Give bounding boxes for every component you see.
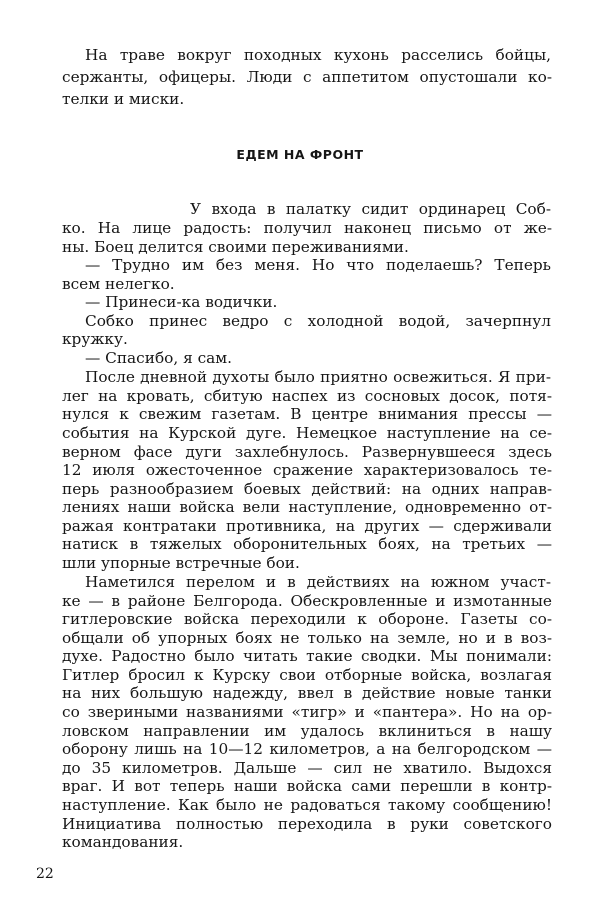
text-line-18: ражая контратаки противника, на других — сдерживали (62, 517, 552, 535)
text-line-25: духе. Радостно было читать такие сводки. Мы понимали: (62, 647, 552, 665)
text-line-10: После дневной духоты было приятно освежиться. Я при- (85, 368, 551, 386)
text-line-9: — Спасибо, я сам. (85, 349, 233, 367)
text-line-22: ке — в районе Белгорода. Обескровленные и измотанные (62, 592, 552, 610)
text-line-intro-1: На траве вокруг походных кухонь расселись бойцы, (85, 46, 551, 64)
text-line-14: верном фасе дуги захлебнулось. Развернувшееся здесь (62, 443, 552, 461)
text-line-32: враг. И вот теперь наши войска сами перешли в контр- (62, 777, 552, 795)
text-line-29: ловском направлении им удалось вклиниться в нашу (62, 722, 552, 740)
text-line-26: Гитлер бросил к Курску свои отборные войска, возлагая (62, 666, 552, 684)
section-heading: ЕДЕМ НА ФРОНТ (236, 147, 364, 162)
text-line-11: лег на кровать, сбитую наспех из сосновых досок, потя- (62, 387, 552, 405)
text-line-3: ны. Боец делится своими переживаниями. (62, 238, 409, 256)
text-line-13: события на Курской дуге. Немецкое наступление на се- (62, 424, 552, 442)
text-line-27: на них большую надежду, ввел в действие новые танки (62, 684, 552, 702)
text-line-28: со звериными названиями «тигр» и «пантера». Но на ор- (62, 703, 552, 721)
text-line-6: — Принеси-ка водички. (85, 293, 278, 311)
text-line-15: 12 июля ожесточенное сражение характеризовалось те- (62, 461, 552, 479)
text-line-20: шли упорные встречные бои. (62, 554, 300, 572)
text-line-24: общали об упорных боях не только на земле, но и в воз- (62, 629, 552, 647)
text-line-5: всем нелегко. (62, 275, 175, 293)
text-line-19: натиск в тяжелых оборонительных боях, на третьих — (62, 535, 552, 553)
text-line-23: гитлеровские войска переходили к обороне. Газеты со- (62, 610, 552, 628)
text-line-16: перь разнообразием боевых действий: на одних направ- (62, 480, 552, 498)
text-line-33: наступление. Как было не радоваться такому сообщению! (62, 796, 552, 814)
text-line-4: — Трудно им без меня. Но что поделаешь? Теперь (85, 256, 551, 274)
text-line-12: нулся к свежим газетам. В центре внимания прессы — (62, 405, 552, 423)
text-line-8: кружку. (62, 330, 128, 348)
text-line-intro-2: сержанты, офицеры. Люди с аппетитом опустошали ко- (62, 68, 552, 86)
text-line-2: ко. На лице радость: получил наконец письмо от же- (62, 219, 552, 237)
text-line-21: Наметился перелом и в действиях на южном участ- (85, 573, 551, 591)
text-line-34: Инициатива полностью переходила в руки советского (62, 815, 552, 833)
text-line-31: до 35 километров. Дальше — сил не хватило. Выдохся (62, 759, 552, 777)
text-line-1: У входа в палатку сидит ординарец Соб- (190, 200, 551, 218)
text-line-7: Собко принес ведро с холодной водой, зачерпнул (85, 312, 551, 330)
text-line-intro-3: телки и миски. (62, 90, 185, 108)
page-number: 22 (36, 866, 54, 882)
text-line-30: оборону лишь на 10—12 километров, а на белгородском — (62, 740, 552, 758)
text-line-35: командования. (62, 833, 184, 851)
text-line-17: лениях наши войска вели наступление, одновременно от- (62, 498, 552, 516)
